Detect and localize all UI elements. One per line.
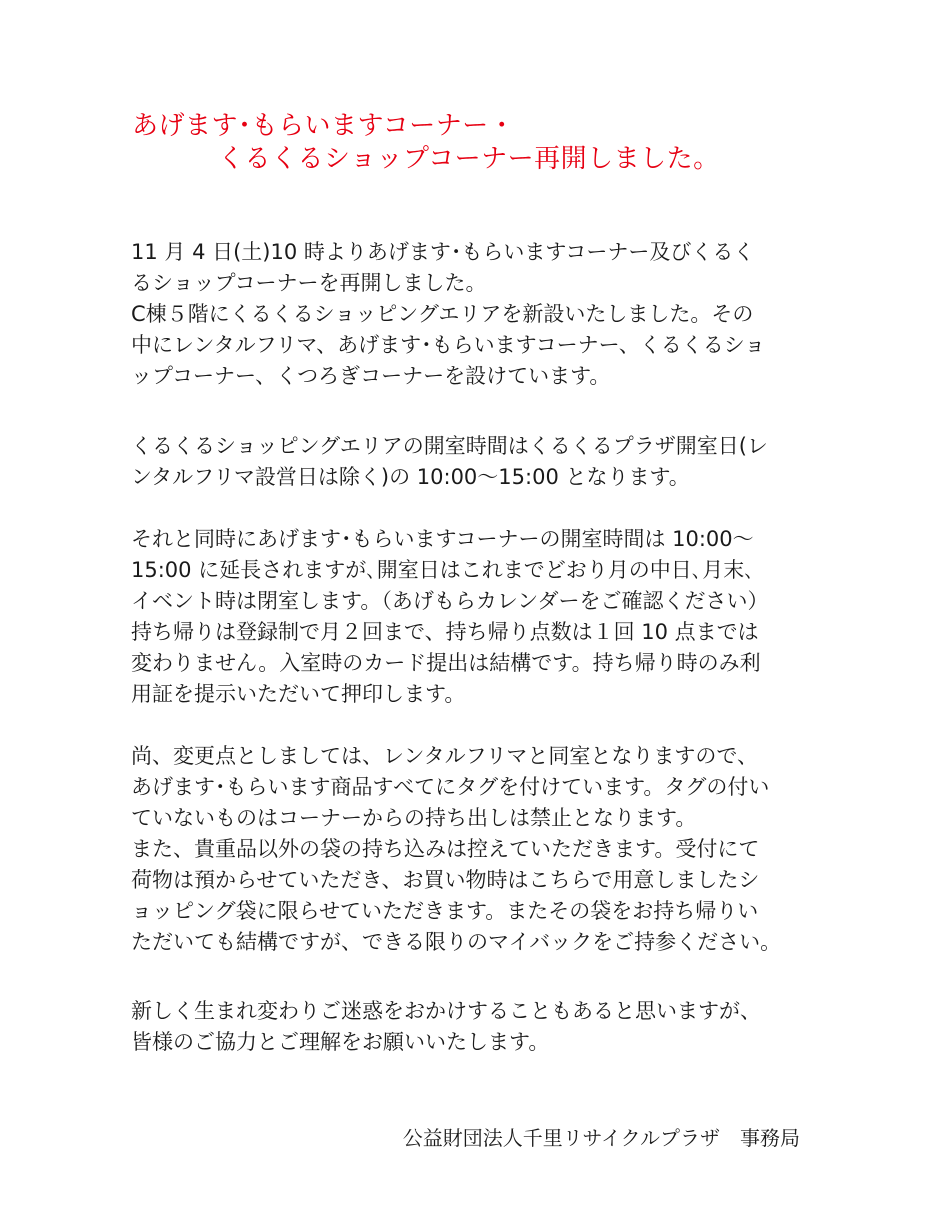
text-line: イベント時は閉室します。（あげもらカレンダーをご確認ください） [131,589,769,613]
text-line: くるくるショッピングエリアの開室時間はくるくるプラザ開室日(レ [131,434,768,458]
text-line: 持ち帰りは登録制で月２回まで、持ち帰り点数は１回 10 点までは [131,620,759,644]
text-line: C棟５階にくるくるショッピングエリアを新設いたしました。その [131,302,754,326]
text-line: あげます･もらいます商品すべてにタグを付けています。タグの付い [131,775,770,799]
text-line: ただいても結構ですが、できる限りのマイバックをご持参ください。 [131,930,782,954]
text-line: また、貴重品以外の袋の持ち込みは控えていただきます。受付にて [131,837,760,861]
text-line: るショップコーナーを再開しました。 [131,271,487,295]
notice-title-line-2: くるくるショップコーナー再開しました。 [218,144,720,174]
text-line: 11 月 4 日(土)10 時よりあげます･もらいますコーナー及びくるく [131,240,755,264]
text-line: ップコーナー、くつろぎコーナーを設けています。 [131,364,611,388]
text-line: 中にレンタルフリマ、あげます･もらいますコーナー、くるくるショ [131,333,766,357]
text-line: 15:00 に延長されますが､開室日はこれまでどおり月の中日､月末､ [131,558,755,582]
text-line: ていないものはコーナーからの持ち出しは禁止となります。 [131,806,697,830]
paragraph-corner-hours [131,524,811,710]
text-line: 荷物は預からせていただき、お買い物時はこちらで用意しましたシ [131,868,760,892]
text-line: 新しく生まれ変わりご迷惑をおかけすることもあると思いますが、 [131,999,761,1023]
text-line: ョッピング袋に限らせていただきます。またその袋をお持ち帰りい [131,899,759,923]
text-line: 変わりません。入室時のカード提出は結構です。持ち帰り時のみ利 [131,651,761,675]
notice-title-line-1: あげます･もらいますコーナー・ [132,111,516,141]
paragraph-reopening [131,237,811,392]
paragraph-opening-hours [131,431,811,493]
signature: 公益財団法人千里リサイクルプラザ 事務局 [402,1126,800,1150]
text-line: 尚、変更点としましては、レンタルフリマと同室となりますので、 [131,744,758,768]
text-line: それと同時にあげます･もらいますコーナーの開室時間は 10:00～ [131,527,754,551]
paragraph-changes [131,741,811,958]
text-line: ンタルフリマ設営日は除く)の 10:00～15:00 となります。 [131,465,690,489]
text-line: 用証を提示いただいて押印します。 [131,682,466,706]
paragraph-closing [131,996,811,1058]
text-line: 皆様のご協力とご理解をお願いいたします。 [131,1030,550,1054]
